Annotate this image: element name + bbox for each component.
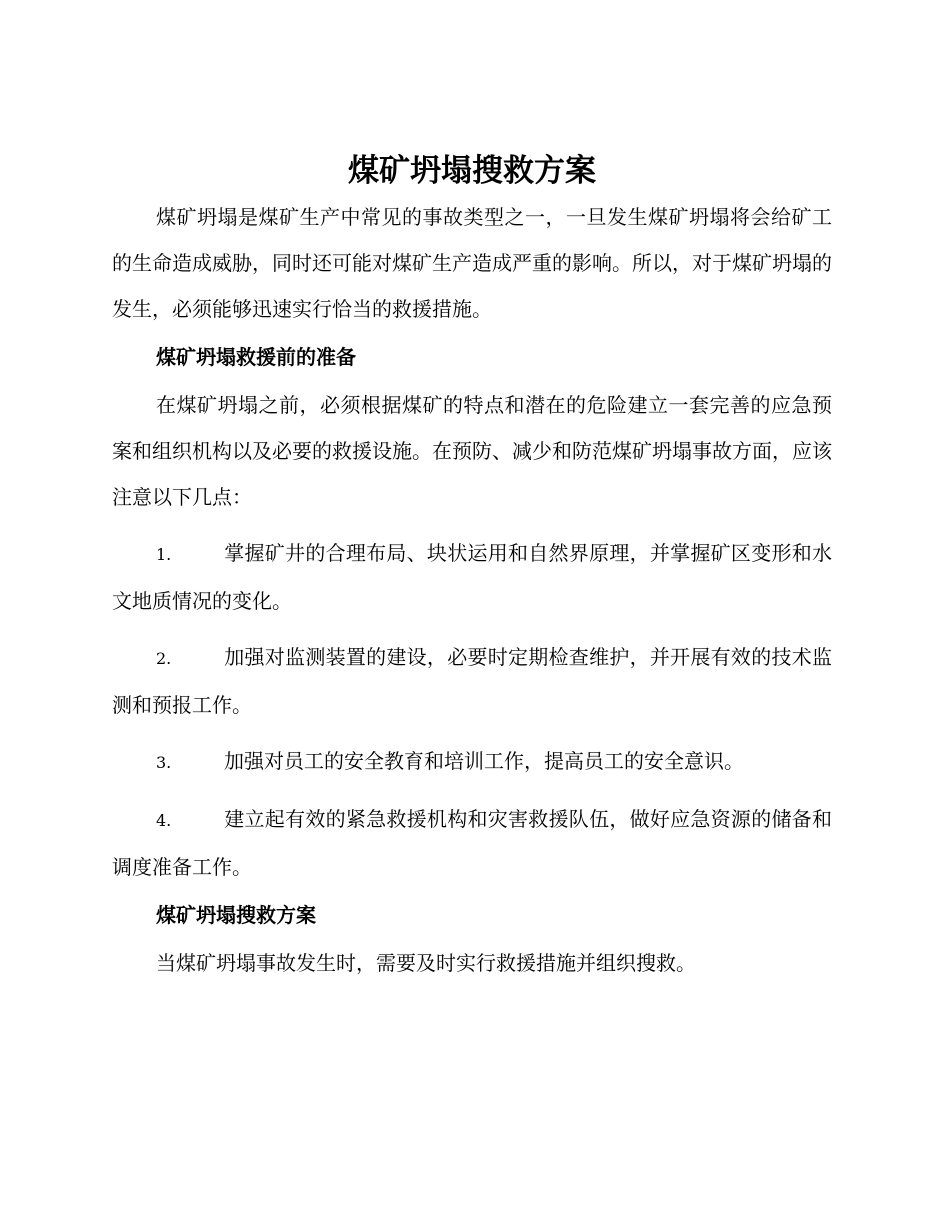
list-item [112, 530, 832, 624]
list-item-number: 4. [156, 811, 172, 830]
list-item-text: 加强对员工的安全教育和培训工作，提高员工的安全意识。 [224, 749, 744, 773]
section-heading-rescue-plan: 煤矿坍塌搜救方案 [156, 903, 316, 927]
list-item-number: 3. [156, 753, 172, 772]
list-item-text: 加强对监测装置的建设，必要时定期检查维护，并开展有效的技术监测和预报工作。 [112, 645, 832, 717]
intro-paragraph: 煤矿坍塌是煤矿生产中常见的事故类型之一，一旦发生煤矿坍塌将会给矿工的生命造成威胁，同时还可能对煤矿生产造成严重的影响。所以，对于煤矿坍塌的发生，必须能够迅速实行恰当的救援措施。 [112, 205, 832, 321]
list-item [112, 796, 832, 890]
section-heading-preparation: 煤矿坍塌救援前的准备 [156, 345, 356, 369]
document-page [112, 148, 832, 986]
list-item-text: 掌握矿井的合理布局、块状运用和自然界原理，并掌握矿区变形和水文地质情况的变化。 [112, 541, 832, 613]
list-item [112, 738, 832, 786]
list-item-text: 建立起有效的紧急救援机构和灾害救援队伍，做好应急资源的储备和调度准备工作。 [112, 807, 832, 879]
list-item-number: 1. [156, 545, 172, 564]
rescue-plan-paragraph: 当煤矿坍塌事故发生时，需要及时实行救援措施并组织搜救。 [156, 951, 696, 975]
list-item-number: 2. [156, 649, 172, 668]
list-item [112, 634, 832, 728]
preparation-paragraph: 在煤矿坍塌之前，必须根据煤矿的特点和潜在的危险建立一套完善的应急预案和组织机构以及必要的救援设施。在预防、减少和防范煤矿坍塌事故方面，应该注意以下几点： [112, 393, 832, 509]
document-title: 煤矿坍塌搜救方案 [348, 153, 596, 189]
